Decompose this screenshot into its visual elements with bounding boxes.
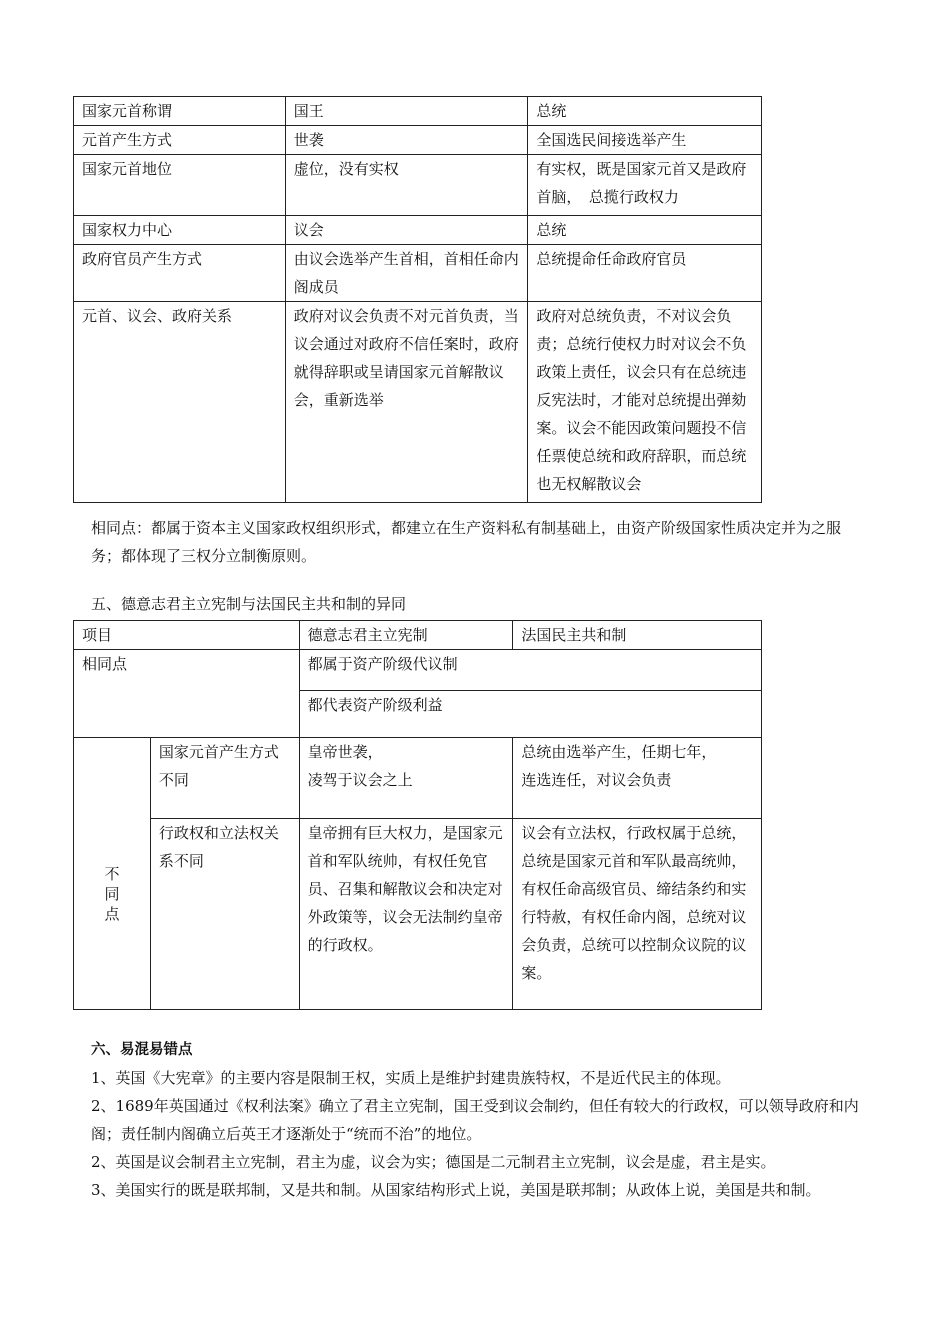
table-row bbox=[74, 738, 762, 819]
table-cell: 政府官员产生方式 bbox=[74, 245, 286, 302]
same-label-cell: 相同点 bbox=[74, 650, 300, 738]
table-cell: 政府对总统负责，不对议会负责；总统行使权力时对议会不负政策上责任，议会只有在总统违反宪法时，才能对总统提出弹劾案。议会不能因政策问题投不信任票使总统和政府辞职，而总统也无权解散议会 bbox=[528, 302, 762, 503]
diff-germany-cell: 皇帝世袭， 凌驾于议会之上 bbox=[299, 738, 513, 819]
table-row bbox=[74, 216, 762, 245]
similarity-paragraph: 相同点：都属于资本主义国家政权组织形式，都建立在生产资料私有制基础上，由资产阶级国家性质决定并为之服务；都体现了三权分立制衡原则。 bbox=[91, 519, 842, 565]
table-row bbox=[74, 302, 762, 503]
table-row bbox=[74, 126, 762, 155]
same-item-cell: 都属于资产阶级代议制 bbox=[299, 650, 761, 691]
diff-france-cell: 总统由选举产生，任期七年， 连选连任，对议会负责 bbox=[513, 738, 762, 819]
table-row bbox=[74, 621, 762, 650]
table-header-cell: 德意志君主立宪制 bbox=[299, 621, 513, 650]
table-row bbox=[74, 155, 762, 216]
table-cell: 有实权，既是国家元首又是政府首脑， 总揽行政权力 bbox=[528, 155, 762, 216]
list-item: 2、英国是议会制君主立宪制，君主为虚，议会为实；德国是二元制君主立宪制，议会是虚，君主是实。 bbox=[91, 1153, 776, 1171]
table-header-cell: 项目 bbox=[74, 621, 300, 650]
diff-aspect-cell: 国家元首产生方式不同 bbox=[150, 738, 299, 819]
table-cell: 元首、议会、政府关系 bbox=[74, 302, 286, 503]
list-item: 1、英国《大宪章》的主要内容是限制王权，实质上是维护封建贵族特权，不是近代民主的体现。 bbox=[91, 1069, 731, 1087]
table-cell: 总统 bbox=[528, 216, 762, 245]
diff-label-cell bbox=[74, 738, 151, 1010]
comparison-table-germany-france bbox=[73, 620, 762, 1010]
table-cell: 元首产生方式 bbox=[74, 126, 286, 155]
table-cell: 国家元首称谓 bbox=[74, 97, 286, 126]
table-cell: 国家权力中心 bbox=[74, 216, 286, 245]
table-cell: 虚位，没有实权 bbox=[285, 155, 528, 216]
section-6-title: 六、易混易错点 bbox=[91, 1042, 193, 1058]
table-header-cell: 法国民主共和制 bbox=[513, 621, 762, 650]
table-cell: 世袭 bbox=[285, 126, 528, 155]
table-cell: 国家元首地位 bbox=[74, 155, 286, 216]
table-cell: 全国选民间接选举产生 bbox=[528, 126, 762, 155]
table-cell: 政府对议会负责不对元首负责，当议会通过对政府不信任案时，政府就得辞职或呈请国家元首解散议会，重新选举 bbox=[285, 302, 528, 503]
comparison-table-uk-us bbox=[73, 96, 762, 503]
table-row bbox=[74, 819, 762, 1010]
list-item: 2、1689年英国通过《权利法案》确立了君主立宪制，国王受到议会制约，但任有较大的行政权，可以领导政府和内阁；责任制内阁确立后英王才逐渐处于“统而不治”的地位。 bbox=[91, 1097, 859, 1143]
diff-label-text: 不同点 bbox=[104, 864, 120, 923]
table-cell: 总统提命任命政府官员 bbox=[528, 245, 762, 302]
table-cell: 议会 bbox=[285, 216, 528, 245]
same-item-cell: 都代表资产阶级利益 bbox=[299, 691, 761, 738]
diff-aspect-cell: 行政权和立法权关系不同 bbox=[150, 819, 299, 1010]
table-cell: 由议会选举产生首相，首相任命内阁成员 bbox=[285, 245, 528, 302]
section-5-title: 五、德意志君主立宪制与法国民主共和制的异同 bbox=[91, 595, 407, 613]
table-cell: 国王 bbox=[285, 97, 528, 126]
table-cell: 总统 bbox=[528, 97, 762, 126]
list-item: 3、美国实行的既是联邦制，又是共和制。从国家结构形式上说，美国是联邦制；从政体上说，美国是共和制。 bbox=[91, 1181, 821, 1199]
section-6-list bbox=[91, 1064, 866, 1204]
diff-germany-cell: 皇帝拥有巨大权力，是国家元首和军队统帅，有权任免官员、召集和解散议会和决定对外政策等，议会无法制约皇帝的行政权。 bbox=[299, 819, 513, 1010]
table-row bbox=[74, 245, 762, 302]
diff-france-cell: 议会有立法权，行政权属于总统，总统是国家元首和军队最高统帅，有权任命高级官员、缔结条约和实行特赦，有权任命内阁，总统对议会负责，总统可以控制众议院的议案。 bbox=[513, 819, 762, 1010]
table-row bbox=[74, 97, 762, 126]
table-row bbox=[74, 650, 762, 691]
